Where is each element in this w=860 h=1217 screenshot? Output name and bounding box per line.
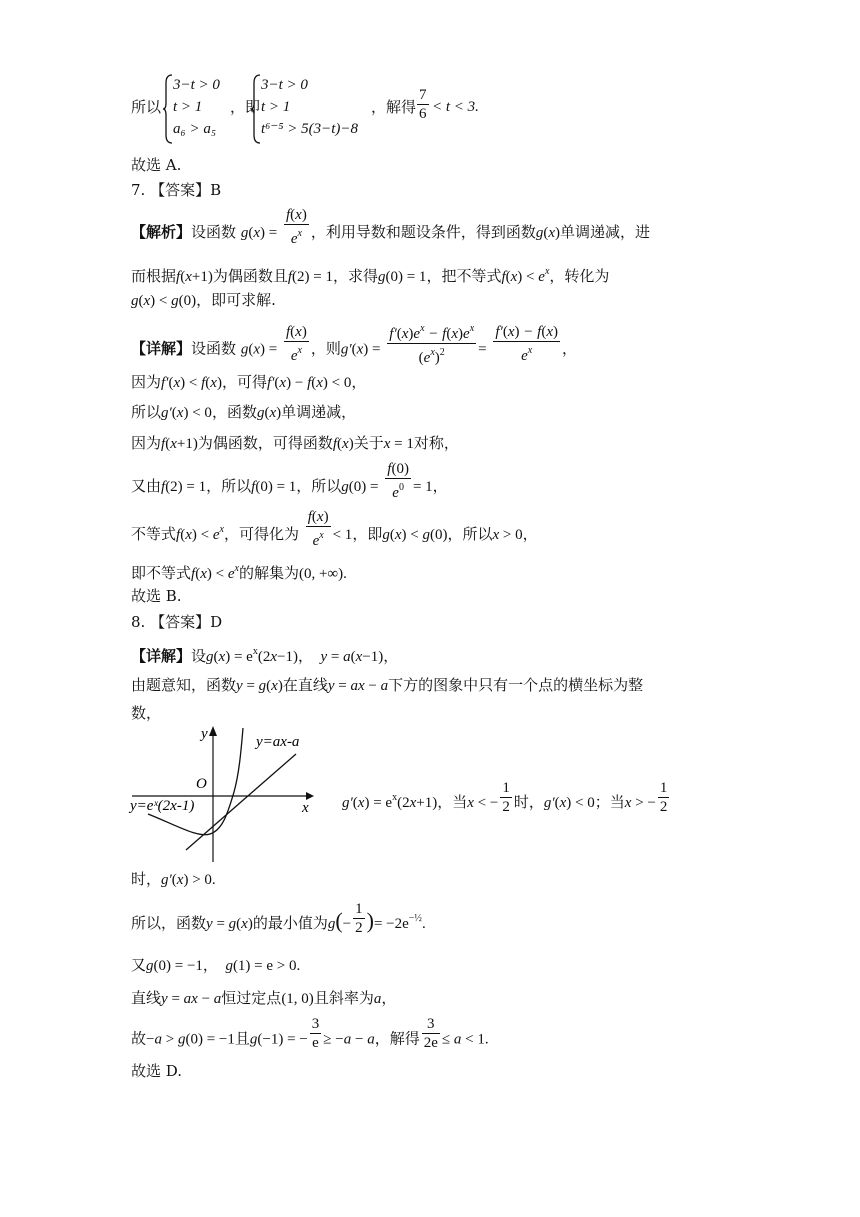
q7-xj-6c: ，即 bbox=[352, 525, 383, 543]
q7-jiexi-1c: 单调递减，进 bbox=[560, 223, 651, 241]
q8-line3: 数， bbox=[131, 704, 162, 722]
q7-xj-1b: ，则 bbox=[310, 339, 341, 358]
system-2-row1: 3−t > 0 bbox=[261, 77, 308, 93]
q8-line9: 故−a > g(0) = −1且g(−1) = − $\frac{3}{e}$ ≥ −a − a，解得 $\frac{3}{2e}$ ≤ a < 1. bbox=[131, 1016, 489, 1051]
q8-line2: 由题意知，函数y = g(x)在直线y = ax − a下方的图象中只有一个点的横坐标为整 bbox=[131, 676, 644, 694]
system-1 bbox=[173, 74, 220, 140]
q7-xiangjie-line2: 因为f′(x) < f(x)，可得f′(x) − f(x) < 0， bbox=[131, 373, 367, 391]
q8-l5a: 时， bbox=[131, 870, 162, 888]
system-1-row1: 3−t > 0 bbox=[173, 77, 220, 93]
text-ineq-result: < t < 3. bbox=[432, 99, 479, 115]
q7-xj-6a: 不等式 bbox=[131, 525, 177, 543]
q8-line1: 【详解】设$g(x) = e^x(2x-1)$， y = a(x−1)， bbox=[131, 646, 399, 665]
q8-l8c: 且斜率为 bbox=[313, 989, 374, 1007]
q7-xj-5c: ，所以 bbox=[296, 477, 342, 495]
line-label: y=ax-a bbox=[256, 734, 300, 750]
q7-xj-4b: 为偶函数，可得函数 bbox=[197, 434, 333, 452]
q7-xj-6d: ，所以 bbox=[447, 525, 493, 543]
x-axis-label: x bbox=[302, 800, 309, 816]
q7-xj-5a: 又由 bbox=[131, 477, 162, 495]
q8-l2c: 下方的图象中只有一个点的横坐标为整 bbox=[388, 676, 644, 694]
q7-xiangjie-line1: 【详解】设函数 g(x) = $\frac{f(x)}{e^x}$ ，则g′(x) = $\frac{f'(x)e^x - f(x)e^x}{(e^x)^2}$ = $\frac{f'(x) - f(x)}{e^x}$ ， bbox=[131, 332, 577, 367]
q7-jiexi-line1: 【解析】设函数 g(x) = $\frac{f(x)}{e^x}$ ，利用导数和题设条件，得到函数g(x)单调递减，进 bbox=[131, 207, 651, 247]
y-axis-arrow bbox=[209, 726, 217, 736]
q7-jiexi-2c: ，求得 bbox=[332, 267, 378, 285]
q8-line6: 所以，函数y = g(x)的最小值为g(− $\frac{1}{2}$ )= $-2e^{-\frac{1}{2}}$. bbox=[131, 900, 426, 936]
q7-xj-7b: 的解集为 bbox=[238, 564, 299, 582]
q7-jiexi-2e: ，转化为 bbox=[549, 267, 610, 285]
q7-jiexi-3: ，即可求解. bbox=[196, 291, 276, 309]
q8-l9c: ，解得 bbox=[374, 1029, 420, 1048]
q7-xj-5b: ，所以 bbox=[206, 477, 252, 495]
q7-xj-2a: 因为 bbox=[131, 373, 162, 391]
y-axis-label: y bbox=[201, 726, 208, 742]
q8-l8b: 恒过定点 bbox=[221, 989, 282, 1007]
system-2 bbox=[261, 74, 358, 140]
q7-jiexi-2b: 为偶函数且 bbox=[212, 267, 288, 285]
system-1-row2: t > 1 bbox=[173, 99, 203, 115]
q8-l7a: 又 bbox=[131, 956, 147, 974]
q8-line7: 又g(0) = −1， g(1) = e > 0. bbox=[131, 956, 301, 974]
q7-jiexi-1a: 设函数 bbox=[191, 223, 237, 241]
q7-answer-heading: 7. 【答案】B bbox=[131, 181, 222, 199]
q7-jiexi-tag: 【解析】 bbox=[131, 223, 192, 241]
fraction-7-6 bbox=[417, 86, 429, 123]
q7-xj-2b: ，可得 bbox=[221, 373, 267, 391]
x-axis-arrow bbox=[306, 792, 314, 800]
q8-answer-heading: 8. 【答案】D bbox=[131, 613, 223, 631]
system-2-row2: t > 1 bbox=[261, 99, 291, 115]
q8-l6a: 所以，函数 bbox=[131, 914, 207, 932]
fraction-num: 7 bbox=[419, 87, 427, 103]
q7-jiexi-line2: 而根据f(x+1)为偶函数且f(2) = 1，求得g(0) = 1，把不等式$f(x) < e^x$，转化为 bbox=[131, 266, 610, 285]
function-graph bbox=[128, 722, 318, 864]
q8-line8: 直线y = ax − a恒过定点(1, 0)且斜率为a， bbox=[131, 989, 397, 1007]
text-ji: ，即 bbox=[230, 98, 261, 116]
q7-xj-4c: 关于 bbox=[353, 434, 384, 452]
text-jiede: ，解得 bbox=[371, 98, 417, 116]
q8-l2a: 由题意知，函数 bbox=[131, 676, 237, 694]
q8-l4b: ，当 bbox=[437, 793, 468, 811]
q7-xj-7a: 即不等式 bbox=[131, 564, 192, 582]
q7-xiangjie-tag: 【详解】 bbox=[131, 339, 192, 358]
q7-jiexi-1b: ，利用导数和题设条件，得到函数 bbox=[310, 223, 536, 241]
q7-xj-4a: 因为 bbox=[131, 434, 162, 452]
fraction-den: 6 bbox=[419, 106, 427, 122]
line-ax-a bbox=[186, 754, 296, 850]
q7-jiexi-2a: 而根据 bbox=[131, 267, 177, 285]
q7-xiangjie-line6: 不等式$f(x) < e^x$，可得化为 $\frac{f(x)}{e^x}$ < 1，即g(x) < g(0)，所以x > 0， bbox=[131, 509, 538, 549]
q7-xiangjie-line4: 因为f(x+1)为偶函数，可得函数f(x)关于x = 1对称， bbox=[131, 434, 459, 452]
q8-l9b: 且 bbox=[234, 1029, 250, 1048]
q8-xiangjie-tag: 【详解】 bbox=[131, 647, 192, 665]
q7-xj-3c: 单调递减， bbox=[281, 403, 357, 421]
line-guxuan-a: 故选 A. bbox=[131, 156, 182, 174]
q8-l9a: 故 bbox=[131, 1029, 147, 1048]
origin-label: O bbox=[196, 776, 207, 792]
q7-jiexi-line3: g(x) < g(0)，即可求解. bbox=[131, 291, 276, 309]
q7-xiangjie-line5: 又由f(2) = 1，所以f(0) = 1，所以g(0) = $\frac{f(0)}{e^0}$ = 1， bbox=[131, 461, 448, 501]
curve-label: y=eˣ(2x-1) bbox=[130, 798, 195, 814]
system-1-row3: a₆ > a₅ bbox=[173, 121, 217, 137]
q8-l4d: ；当 bbox=[594, 793, 625, 811]
q8-l8a: 直线 bbox=[131, 989, 162, 1007]
system-2-row3: t⁶⁻⁵ > 5(3−t)−8 bbox=[261, 121, 359, 137]
q8-l4c: 时， bbox=[513, 793, 544, 811]
q8-line4: $g'(x) = e^x(2x+1)$，当x < − $\frac{1}{2}$ 时，g′(x) < 0；当x > − $\frac{1}{2}$ bbox=[342, 779, 668, 815]
q8-l2b: 在直线 bbox=[282, 676, 328, 694]
q7-xj-6b: ，可得化为 bbox=[223, 525, 299, 543]
q7-xj-3b: ，函数 bbox=[211, 403, 257, 421]
q7-guxuan: 故选 B. bbox=[131, 587, 182, 605]
q7-xj-4d: 对称， bbox=[413, 434, 459, 452]
text-suoyi: 所以 bbox=[131, 98, 162, 116]
q7-xiangjie-line7: 即不等式$f(x) < e^x$的解集为(0, +∞). bbox=[131, 563, 347, 582]
q8-l6b: 的最小值为 bbox=[252, 914, 328, 932]
q8-guxuan: 故选 D. bbox=[131, 1062, 183, 1080]
q8-line5: 时，g′(x) > 0. bbox=[131, 870, 216, 888]
q8-l1a: 设 bbox=[191, 647, 207, 665]
q7-xj-1a: 设函数 bbox=[191, 339, 237, 358]
q7-xiangjie-line3: 所以g′(x) < 0，函数g(x)单调递减， bbox=[131, 403, 357, 421]
q7-jiexi-2d: ，把不等式 bbox=[426, 267, 502, 285]
q7-xj-3a: 所以 bbox=[131, 403, 162, 421]
